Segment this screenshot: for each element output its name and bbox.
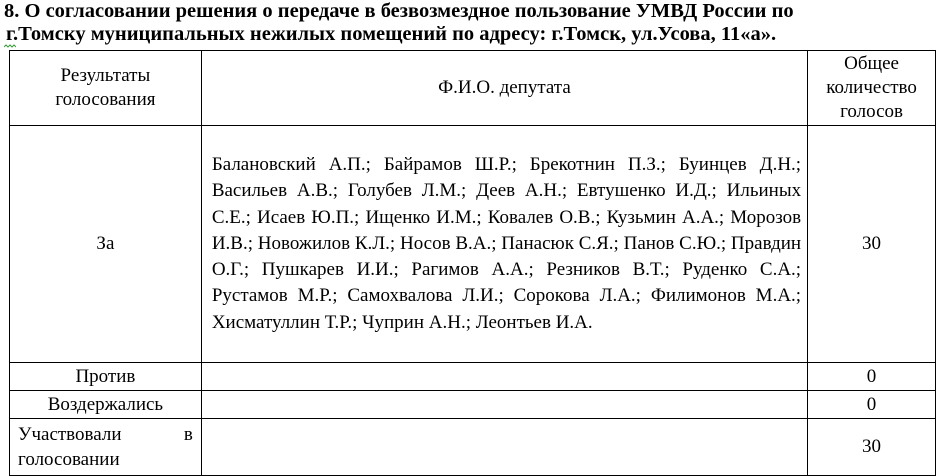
header-fio: Ф.И.О. депутата <box>201 51 807 126</box>
spellcheck-underline <box>4 44 16 48</box>
heading-line-2: г.Томску муниципальных нежилых помещений по адресу: г.Томск, ул.Усова, 11«а». <box>6 23 777 45</box>
header-count: Общее количество голосов <box>808 51 936 126</box>
row-protiv-label: Против <box>10 363 202 391</box>
header-result: Результаты голосования <box>10 51 202 126</box>
row-protiv-names <box>201 363 807 391</box>
agenda-item-heading <box>4 0 934 46</box>
row-uchastv-names <box>201 419 807 476</box>
row-vozderzh-label: Воздержались <box>10 391 202 419</box>
row-za-names: Балановский А.П.; Байрамов Ш.Р.; Брекотнин П.З.; Буинцев Д.Н.; Васильев А.В.; Голубев Л.М.; Деев А.Н.; Евтушенко И.Д.; Ильиных С.Е.; Исаев Ю.П.; Ищенко И.М.; Ковалев О.В.; Кузьмин А.А.; Морозов И.В.; Новожилов К.Л.; Носов В.А.; Панасюк С.Я.; Панов С.Ю.; Правдин О.Г.; Пушкарев И.И.; Рагимов А.А.; Резников В.Т.; Руденко С.А.; Рустамов М.Р.; Самохвалова Л.И.; Сорокова Л.А.; Филимонов М.А.; Хисматуллин Т.Р.; Чуприн А.Н.; Леонтьев И.А. <box>201 126 807 363</box>
row-vozderzh-names <box>201 391 807 419</box>
row-za-label: За <box>10 126 202 363</box>
table-header-row <box>10 51 936 126</box>
row-vozderzh-count: 0 <box>808 391 936 419</box>
table-row-protiv <box>10 363 936 391</box>
row-uchastv-count: 30 <box>808 419 936 476</box>
row-za-count: 30 <box>808 126 936 363</box>
table-row-uchastv <box>10 419 936 476</box>
heading-line-1: 8. О согласовании решения о передаче в безвозмездное пользование УМВД России по <box>4 0 794 22</box>
row-protiv-count: 0 <box>808 363 936 391</box>
table-row-vozderzh <box>10 391 936 419</box>
voting-results-table <box>9 50 936 476</box>
table-row-za <box>10 126 936 363</box>
row-uchastv-label: Участвовали в голосовании <box>10 419 202 476</box>
